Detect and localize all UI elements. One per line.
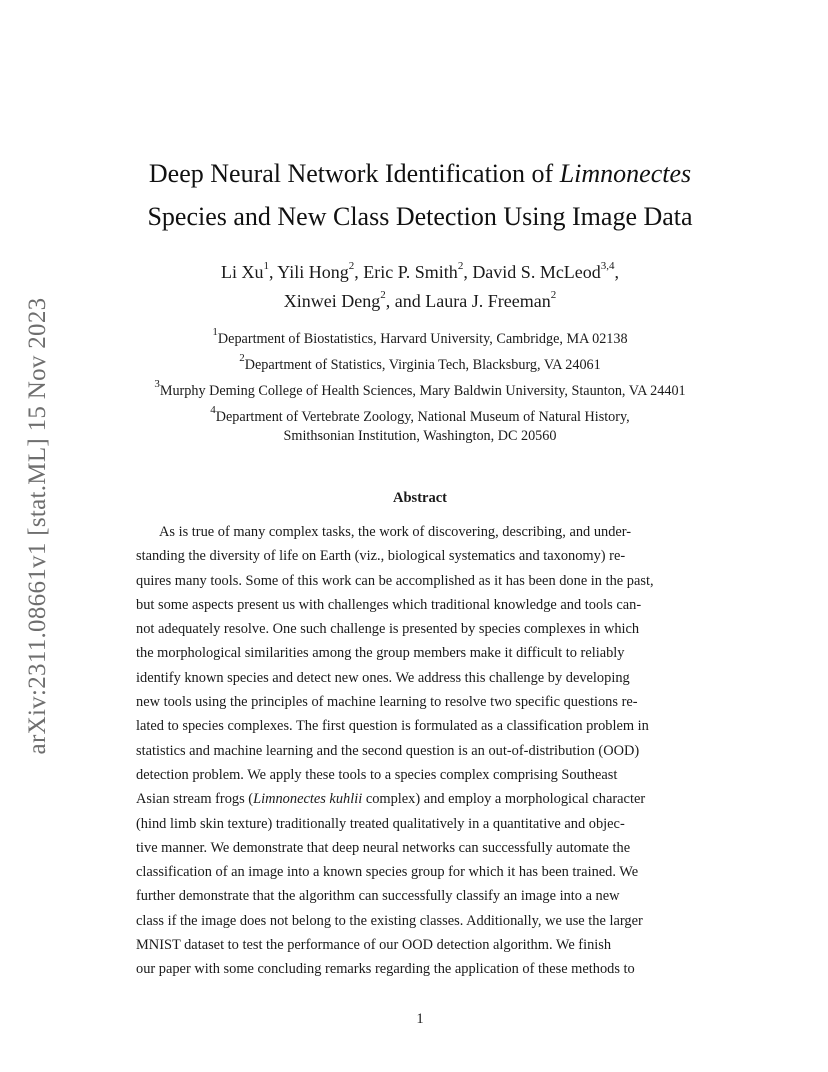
affiliation-text: Murphy Deming College of Health Sciences, Mary Baldwin University, Staunton, VA 24401: [159, 383, 686, 399]
author-affil-mark: 2: [348, 260, 355, 272]
abstract-line: class if the image does not belong to the existing classes. Additionally, we use the larger: [136, 912, 643, 929]
abstract-line: further demonstrate that the algorithm can successfully classify an image into a new: [136, 888, 620, 905]
paper-title: [100, 152, 740, 238]
author-name: , and Laura J. Freeman: [385, 291, 551, 311]
affiliation-list: [80, 326, 760, 453]
abstract-line: (hind limb skin texture) traditionally treated qualitatively in a quantitative and objec-: [136, 815, 625, 832]
page-number: 1: [416, 1011, 424, 1027]
abstract-heading: Abstract: [393, 490, 447, 506]
affiliation-mark: 2: [239, 352, 245, 365]
author-line-1: [120, 258, 720, 287]
author-list: [120, 258, 720, 316]
affiliation-text: Department of Vertebrate Zoology, National Museum of Natural History,: [215, 409, 630, 425]
author-affil-mark: 2: [550, 289, 557, 301]
author-affil-mark: 2: [380, 289, 386, 301]
affiliation-1: [80, 326, 760, 349]
author-affil-mark: 2: [457, 260, 464, 272]
affiliation-3: [80, 378, 760, 401]
author-name: Xinwei Deng: [283, 291, 381, 311]
abstract-line: [136, 787, 701, 811]
species-name-italic: Limnonectes kuhlii: [253, 791, 363, 808]
author-affil-mark: 3,4: [600, 260, 615, 272]
abstract-line: quires many tools. Some of this work can be accomplished as it has been done in the past,: [136, 572, 654, 589]
abstract-line: MNIST dataset to test the performance of our OOD detection algorithm. We finish: [136, 937, 612, 954]
author-affil-mark: 1: [263, 260, 269, 272]
affiliation-text: Department of Biostatistics, Harvard University, Cambridge, MA 02138: [217, 331, 628, 347]
abstract-line: the morphological similarities among the group members make it difficult to reliably: [136, 645, 625, 662]
author-name: Li Xu: [220, 262, 264, 282]
abstract-line: statistics and machine learning and the second question is an out-of-distribution (OOD): [136, 742, 640, 759]
affiliation-4: [80, 404, 760, 446]
abstract-line: but some aspects present us with challenges which traditional knowledge and tools can-: [136, 596, 642, 613]
affiliation-text: Department of Statistics, Virginia Tech, Blacksburg, VA 24061: [244, 357, 601, 373]
affiliation-mark: 4: [210, 404, 216, 417]
author-name: , Yili Hong: [268, 262, 349, 282]
abstract-line: tive manner. We demonstrate that deep neural networks can successfully automate the: [136, 839, 631, 856]
arxiv-sidebar-stamp: [18, 276, 58, 776]
author-line-2: [120, 287, 720, 316]
abstract-body: [136, 520, 701, 982]
affiliation-text-continued: Smithsonian Institution, Washington, DC 20560: [283, 428, 557, 444]
affiliation-mark: 1: [212, 326, 218, 339]
affiliation-mark: 3: [154, 378, 160, 391]
abstract-text: complex) and employ a morphological character: [362, 791, 646, 808]
abstract-line: our paper with some concluding remarks regarding the application of these methods to: [136, 961, 635, 978]
author-name: , David S. McLeod: [463, 262, 601, 282]
abstract-line: lated to species complexes. The first question is formulated as a classification problem in: [136, 718, 649, 735]
arxiv-identifier: arXiv:2311.08661v1 [stat.ML] 15 Nov 2023: [24, 297, 51, 755]
title-line-2: Species and New Class Detection Using Image Data: [147, 202, 693, 231]
title-line-1: [100, 152, 740, 195]
abstract-line: new tools using the principles of machine learning to resolve two specific questions re-: [136, 694, 638, 711]
abstract-line: As is true of many complex tasks, the work of discovering, describing, and under-: [159, 524, 632, 540]
abstract-line: standing the diversity of life on Earth (viz., biological systematics and taxonomy) re-: [136, 548, 626, 565]
title-text: Deep Neural Network Identification of: [148, 159, 560, 188]
title-genus-italic: Limnonectes: [559, 159, 692, 188]
abstract-line: classification of an image into a known species group for which it has been trained. We: [136, 864, 639, 881]
abstract-line: not adequately resolve. One such challenge is presented by species complexes in which: [136, 621, 640, 638]
affiliation-2: [80, 352, 760, 375]
abstract-text: Asian stream frogs (: [136, 791, 254, 808]
abstract-line: identify known species and detect new ones. We address this challenge by developing: [136, 669, 630, 686]
author-name: , Eric P. Smith: [354, 262, 458, 282]
author-separator: ,: [614, 262, 620, 282]
abstract-line: detection problem. We apply these tools to a species complex comprising Southeast: [136, 766, 618, 783]
